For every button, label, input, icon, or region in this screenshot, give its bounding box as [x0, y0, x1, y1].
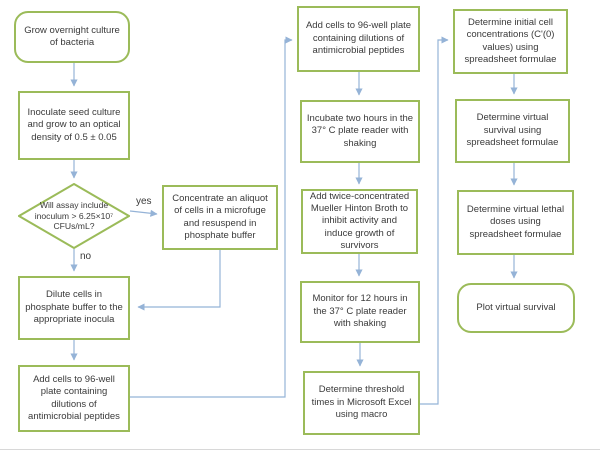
edge-threshold-to-rightcolumn	[420, 40, 448, 404]
node-dilute-cells: Dilute cells in phosphate buffer to the appropriate inocula	[18, 276, 130, 340]
edge-label-no: no	[80, 251, 92, 262]
node-add-broth: Add twice-concentrated Mueller Hinton Broth to inhibit activity and induce growth of survivors	[301, 189, 418, 254]
node-concentrate-aliquot: Concentrate an aliquot of cells in a microfuge and resuspend in phosphate buffer	[162, 185, 278, 250]
node-decision-inoculum	[18, 183, 130, 249]
node-add-cells-mid: Add cells to 96-well plate containing dilutions of antimicrobial peptides	[297, 6, 420, 72]
node-incubate: Incubate two hours in the 37° C plate reader with shaking	[300, 100, 420, 163]
edge-decision-yes	[130, 211, 157, 214]
node-initial-concentrations: Determine initial cell concentrations (C'(0) values) using spreadsheet formulae	[453, 9, 568, 74]
node-virtual-survival: Determine virtual survival using spreadsheet formulae	[455, 99, 570, 163]
node-add-cells-left: Add cells to 96-well plate containing dilutions of antimicrobial peptides	[18, 365, 130, 432]
decision-label: Will assay include inoculum > 6.25×10⁷ CFUs/mL?	[34, 199, 114, 232]
node-monitor: Monitor for 12 hours in the 37° C plate reader with shaking	[300, 281, 420, 343]
node-grow-overnight: Grow overnight culture of bacteria	[14, 11, 130, 63]
node-virtual-lethal: Determine virtual lethal doses using spreadsheet formulae	[457, 190, 574, 255]
node-inoculate-seed: Inoculate seed culture and grow to an optical density of 0.5 ± 0.05	[18, 91, 130, 160]
node-plot-survival: Plot virtual survival	[457, 283, 575, 333]
edge-concentrate-to-dilute	[138, 250, 220, 307]
edge-label-yes: yes	[136, 196, 152, 207]
node-threshold: Determine threshold times in Microsoft Excel using macro	[303, 371, 420, 435]
